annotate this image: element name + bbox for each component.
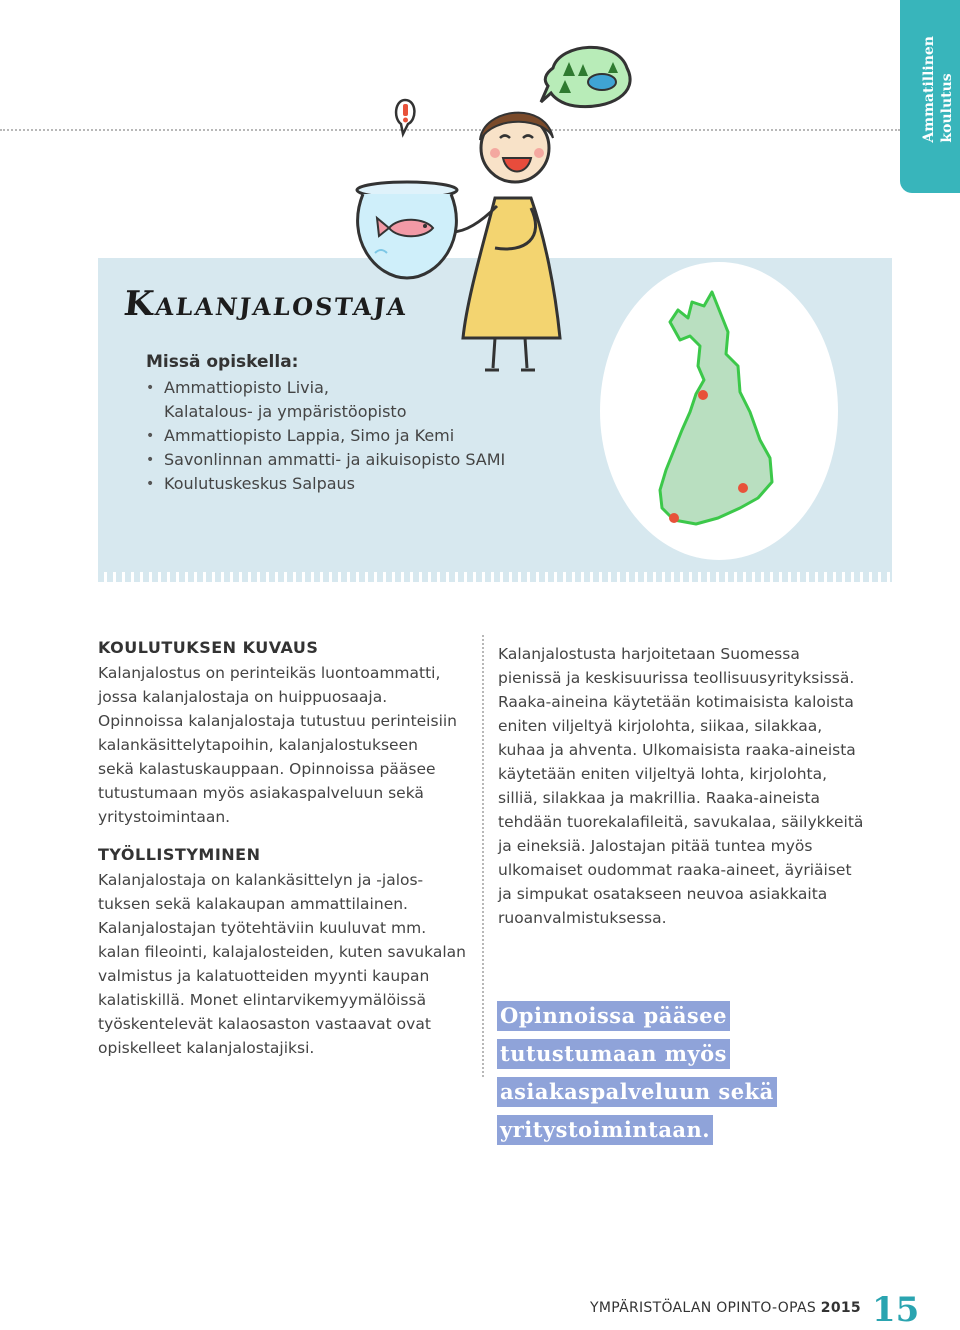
face-icon: [480, 113, 553, 182]
list-item: • Koulutuskeskus Salpaus: [146, 472, 505, 496]
footer-year: 2015: [820, 1300, 861, 1316]
right-column: [498, 642, 870, 930]
study-places: [146, 352, 505, 496]
person-fishbowl-illustration: [355, 38, 635, 378]
exclamation-icon: [396, 100, 414, 134]
pull-quote: [497, 1001, 827, 1153]
pull-quote-line: tutustumaan myös: [497, 1039, 730, 1069]
pull-quote-line: Opinnoissa pääsee: [497, 1001, 730, 1031]
study-places-heading: Missä opiskella:: [146, 352, 299, 372]
tyollistyminen-text: Kalanjalostaja on kalankäsittelyn ja -jalos- tuksen sekä kalakaupan ammattilainen. Kalanjalostajan työtehtäviin kuuluvat mm. kalan fileointi, kalajalosteiden, kuten savukalan valmistus ja kalatuotteiden myynti kaupan kalatiskillä. Monet elintarvikemyymälöissä työskentelevät kalaosaston vastaavat ovat opiskelleet kalanjalostajiksi.: [98, 871, 466, 1057]
footer-publication: [590, 1300, 861, 1316]
footer-text: YMPÄRISTÖALAN OPINTO-OPAS: [590, 1300, 821, 1316]
list-item: Kalatalous- ja ympäristöopisto: [164, 402, 407, 421]
map-marker-icon: [669, 513, 679, 523]
section-title-tyollistyminen: TYÖLLISTYMINEN: [98, 845, 261, 864]
left-column: [98, 638, 470, 1060]
pull-quote-line: yritystoimintaan.: [497, 1115, 713, 1145]
list-item: • Savonlinnan ammatti- ja aikuisopisto SAMI: [146, 448, 505, 472]
column-divider: [482, 635, 484, 1077]
list-item: • Ammattiopisto Livia,: [146, 376, 505, 400]
finland-map-icon: [600, 262, 838, 560]
pull-quote-line: asiakaspalveluun sekä: [497, 1077, 777, 1107]
section-tab-label: Ammatillinen koulutus: [921, 36, 955, 143]
section-tab[interactable]: [900, 0, 960, 193]
section-title-kuvaus: KOULUTUKSEN KUVAUS: [98, 638, 319, 657]
study-places-list: [146, 376, 505, 496]
map-marker-icon: [738, 483, 748, 493]
kuvaus-text: Kalanjalostus on perinteikäs luontoammatti, jossa kalanjalostaja on huippuosaaja. Opinnoissa kalanjalostaja tutustuu perinteisiin kalankäsittelytapoihin, kalanjalostukseen sekä kalastuskauppaan. Opinnoissa pääsee tutustumaan myös asiakaspalveluun sekä yritystoimintaan.: [98, 664, 458, 826]
page-number: 15: [872, 1290, 920, 1330]
list-item: • Ammattiopisto Lappia, Simo ja Kemi: [146, 424, 505, 448]
right-column-text: Kalanjalostusta harjoitetaan Suomessa pienissä ja keskisuurissa teollisuusyrityksissä. Raaka-aineina käytetään kotimaisista kaloista eniten viljeltyä kirjolohta, siikaa, silakkaa, kuhaa ja ahventa. Ulkomaisista raaka-aineista käytetään eniten viljeltyä lohta, kirjolohta, silliä, silakkaa ja makrillia. Raaka-aineista tehdään tuorekalafileitä, savukalaa, säilykkeitä ja eineksiä. Jalostajan pitää tuntea myös ulkomaiset oudommat raaka-aineet, äyriäiset ja simpukat osatakseen neuvoa asiakkaita ruoanvalmistuksessa.: [498, 645, 864, 927]
page-title: Kalanjalostaja: [121, 284, 410, 324]
fishbowl-icon: [357, 182, 457, 278]
map-marker-icon: [698, 390, 708, 400]
thought-bubble-icon: [541, 47, 630, 106]
